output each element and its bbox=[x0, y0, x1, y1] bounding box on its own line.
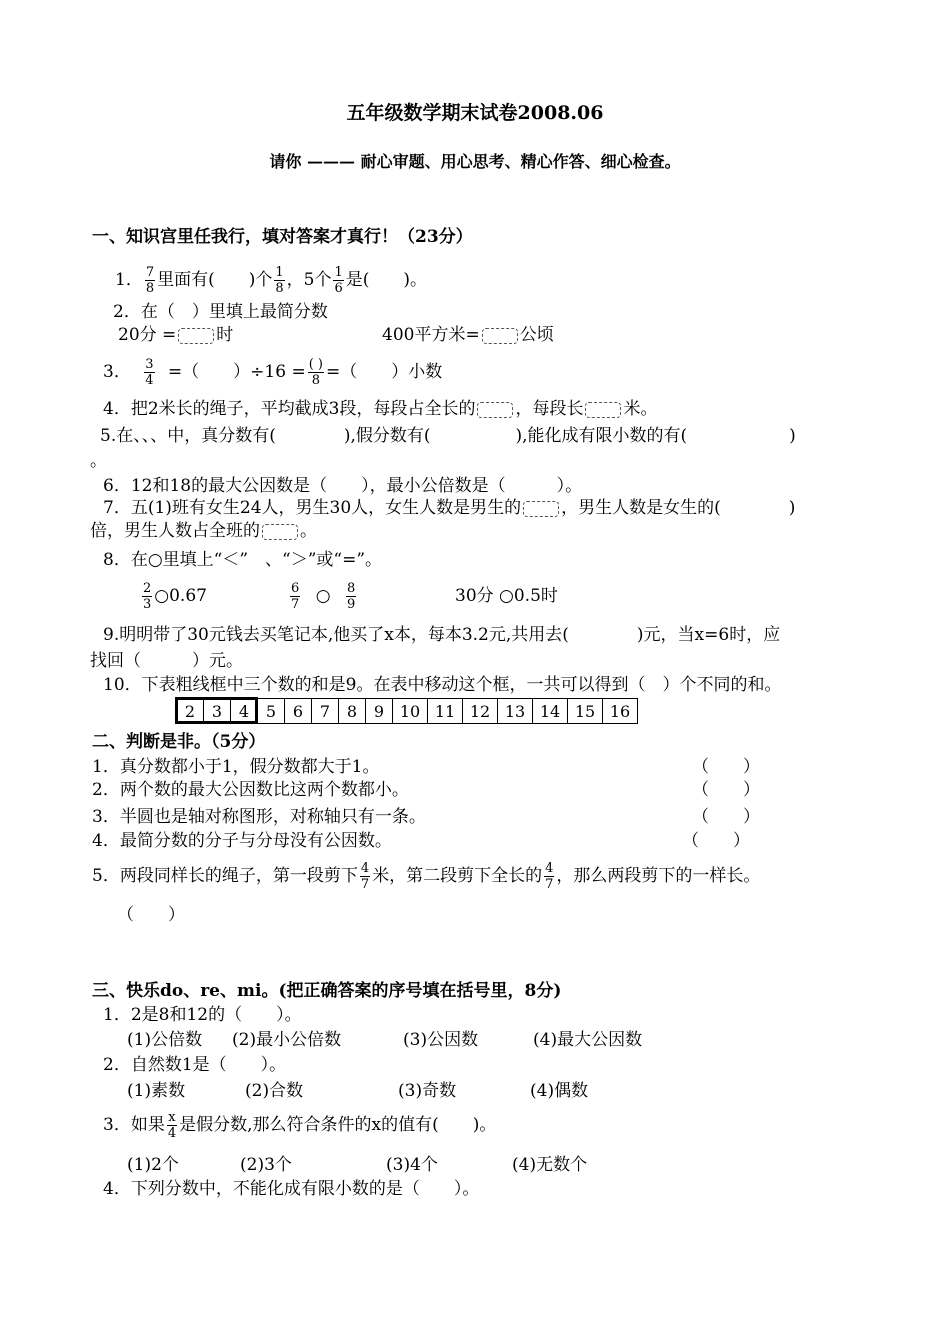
q1-text-a: 里面有( )个 bbox=[157, 270, 273, 290]
judge-answer[interactable]: （ ） bbox=[692, 807, 760, 827]
number-cell: 14 bbox=[533, 699, 568, 724]
choice-option[interactable]: (4)无数个 bbox=[512, 1155, 588, 1175]
choice-option[interactable]: (2)最小公倍数 bbox=[232, 1030, 342, 1050]
fraction: $\frac{3}{4}$ bbox=[145, 357, 154, 388]
choice-question-4: 4．下列分数中，不能化成有限小数的是（ ）。 bbox=[103, 1179, 480, 1199]
number-cell: 15 bbox=[568, 699, 603, 724]
answer-blank[interactable] bbox=[585, 402, 621, 418]
question-4: 4．把2米长的绳子，平均截成3段，每段占全长的 ，每段长 米。 bbox=[103, 399, 658, 419]
judge-answer[interactable]: （ ） bbox=[117, 905, 185, 925]
choice-question-3: 3．如果 $\frac{x}{4}$ 是假分数,那么符合条件的x的值有( )。 bbox=[103, 1110, 497, 1141]
judge-item: 4．最简分数的分子与分母没有公因数。 bbox=[92, 831, 392, 851]
number-cell: 2 bbox=[177, 699, 204, 724]
judge-item: 1．真分数都小于1，假分数都大于1。 bbox=[92, 757, 380, 777]
question-8-a: $\frac{2}{3}$ ○0.67 bbox=[143, 581, 207, 612]
choice-option[interactable]: (2)3个 bbox=[240, 1155, 292, 1175]
fraction: $\frac{8}{9}$ bbox=[346, 581, 356, 612]
fraction: $\frac{x}{4}$ bbox=[167, 1110, 177, 1141]
answer-blank[interactable] bbox=[262, 524, 298, 540]
fraction: $\frac{1}{8}$ bbox=[275, 265, 284, 296]
choice-option[interactable]: (4)最大公因数 bbox=[533, 1030, 643, 1050]
judge-item-5: 5．两段同样长的绳子，第一段剪下 $\frac{4}{7}$ 米，第二段剪下全长的 $\frac{4}{7}$ ，那么两段剪下的一样长。 bbox=[92, 861, 761, 892]
choice-option[interactable]: (3)公因数 bbox=[403, 1030, 479, 1050]
choice-option[interactable]: (2)合数 bbox=[245, 1081, 304, 1101]
page-title: 五年级数学期末试卷2008.06 bbox=[346, 102, 604, 124]
fraction: $\frac{1}{6}$ bbox=[334, 265, 343, 296]
fraction: $\frac{( )}{8}$ bbox=[308, 357, 323, 388]
answer-blank[interactable] bbox=[178, 328, 214, 344]
judge-item: 2．两个数的最大公因数比这两个数都小。 bbox=[92, 780, 409, 800]
choice-option[interactable]: (3)奇数 bbox=[398, 1081, 457, 1101]
fraction: $\frac{7}{8}$ bbox=[145, 265, 155, 296]
answer-blank[interactable] bbox=[523, 501, 559, 517]
fraction: $\frac{6}{7}$ bbox=[291, 581, 300, 612]
question-6: 6．12和18的最大公因数是（ ），最小公倍数是（ ）。 bbox=[103, 476, 583, 496]
fraction: $\frac{2}{3}$ bbox=[143, 581, 152, 612]
q1-text-c: 是( )。 bbox=[345, 270, 428, 290]
section3-heading: 三、快乐do、re、mi。(把正确答案的序号填在括号里，8分) bbox=[92, 981, 562, 1001]
question-1 bbox=[115, 262, 427, 298]
question-8: 8．在○里填上“＜” 、“＞”或“=”。 bbox=[103, 550, 383, 570]
number-cell: 7 bbox=[312, 699, 339, 724]
judge-answer[interactable]: （ ） bbox=[692, 780, 760, 800]
question-5-line2: 。 bbox=[90, 451, 107, 471]
choice-question-1: 1．2是8和12的（ ）。 bbox=[103, 1005, 302, 1025]
number-cell: 10 bbox=[393, 699, 428, 724]
page-subtitle: 请你 ——— 耐心审题、用心思考、精心作答、细心检查。 bbox=[269, 152, 681, 171]
question-3: 3． $\frac{3}{4}$ =（ ）÷16 = $\frac{( )}{8}$ =（ ）小数 bbox=[103, 357, 443, 388]
q1-text-b: ，5个 bbox=[286, 270, 332, 290]
choice-option[interactable]: (3)4个 bbox=[386, 1155, 438, 1175]
number-cell: 6 bbox=[285, 699, 312, 724]
choice-option[interactable]: (1)2个 bbox=[127, 1155, 179, 1175]
question-10: 10．下表粗线框中三个数的和是9。在表中移动这个框，一共可以得到（ ）个不同的和。 bbox=[103, 675, 782, 695]
number-cell: 9 bbox=[366, 699, 393, 724]
number-cell: 8 bbox=[339, 699, 366, 724]
choice-question-2: 2．自然数1是（ ）。 bbox=[103, 1055, 287, 1075]
question-7-line1: 7．五(1)班有女生24人，男生30人，女生人数是男生的 ，男生人数是女生的( ) bbox=[103, 498, 796, 518]
section1-heading: 一、知识宫里任我行，填对答案才真行！（23分） bbox=[92, 227, 473, 247]
answer-blank[interactable] bbox=[477, 402, 513, 418]
question-8-b: $\frac{6}{7}$ ○ $\frac{8}{9}$ bbox=[291, 581, 356, 612]
question-8-c: 30分 ○0.5时 bbox=[455, 586, 558, 606]
number-cell: 16 bbox=[603, 699, 638, 724]
question-5-line1: 5.在、、、中，真分数有( ),假分数有( ),能化成有限小数的有( ) bbox=[100, 426, 796, 446]
choice-option[interactable]: (1)公倍数 bbox=[127, 1030, 203, 1050]
number-cell: 4 bbox=[231, 699, 258, 724]
choice-option[interactable]: (4)偶数 bbox=[530, 1081, 589, 1101]
number-cell: 5 bbox=[258, 699, 285, 724]
bold-frame bbox=[175, 697, 258, 724]
fraction: $\frac{4}{7}$ bbox=[545, 861, 554, 892]
question-9-line1: 9.明明带了30元钱去买笔记本,他买了x本，每本3.2元,共用去( )元，当x=6时，应 bbox=[103, 625, 781, 645]
number-cell: 11 bbox=[428, 699, 463, 724]
section2-heading: 二、判断是非。（5分） bbox=[92, 732, 266, 752]
number-cell: 3 bbox=[204, 699, 231, 724]
question-9-line2: 找回（ ）元。 bbox=[90, 651, 243, 671]
number-cell: 12 bbox=[463, 699, 498, 724]
judge-answer[interactable]: （ ） bbox=[692, 757, 760, 777]
question-2-part-b: 400平方米= 公顷 bbox=[382, 325, 554, 345]
judge-answer[interactable]: （ ） bbox=[682, 831, 750, 851]
question-2: 2．在（ ）里填上最简分数 bbox=[113, 302, 328, 322]
question-2-part-a: 20分 = 时 bbox=[118, 325, 234, 345]
fraction: $\frac{4}{7}$ bbox=[360, 861, 370, 892]
question-7-line2: 倍，男生人数占全班的 。 bbox=[90, 521, 317, 541]
q1-number: 1． bbox=[115, 270, 143, 290]
answer-blank[interactable] bbox=[482, 328, 518, 344]
number-cell: 13 bbox=[498, 699, 533, 724]
judge-item: 3．半圆也是轴对称图形，对称轴只有一条。 bbox=[92, 807, 426, 827]
choice-option[interactable]: (1)素数 bbox=[127, 1081, 186, 1101]
